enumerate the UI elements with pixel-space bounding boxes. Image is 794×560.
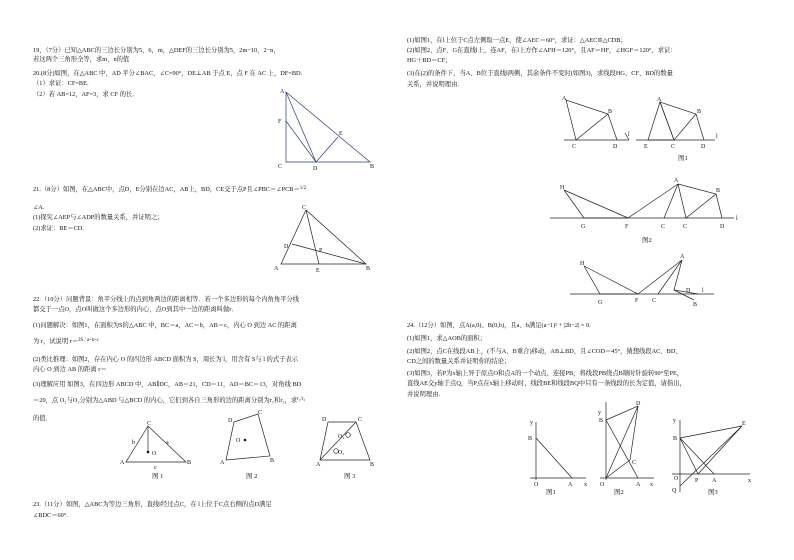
svg-text:a: a — [166, 440, 169, 446]
q24-line2: (1)如图1，求△AOB的面积； — [407, 335, 487, 342]
label-E: E — [316, 268, 320, 274]
q22-line2: 都交于一点O，点O叫做这个多边形的内心，点O到其中一边的距离叫做r． — [33, 306, 238, 313]
svg-text:x: x — [650, 482, 653, 488]
q23-part2-line2: HG＋BD＝CF； — [407, 57, 452, 64]
q22-figure-2 — [220, 410, 282, 480]
q23-part1: (1)如图1，在l上位于C点左侧取一点E，使∠AEC＝60°，求证：△AEC≌△CDB； — [407, 37, 627, 44]
q24-line4: CD之间的数量关系并证明你的结论； — [407, 358, 511, 365]
q24-line6: 直线AE交y轴于点Q，当P点在x轴上移动时，线段BE和线段BQ中只有一条线段的长为定值，请指出， — [407, 380, 686, 387]
svg-text:C: C — [683, 224, 688, 230]
q24-line5: (3)如图3，若P为x轴上异于原点O和点A的一个动点，连接PB，将线段PB绕点B顺时针旋转90°至PE， — [407, 370, 684, 377]
q23-figure-2-caption: 图2 — [642, 237, 652, 244]
figure-1-caption: 图 1 — [152, 473, 164, 480]
q20-line2: （1）求证：CF=BE． — [33, 80, 94, 87]
svg-text:y: y — [673, 418, 676, 424]
q24-line1: 24.（12分）如图，点A(a,0)、B(0,b)，且a、b满足(a−1)² + |2b−2| = 0. — [407, 322, 591, 329]
svg-text:O: O — [600, 482, 605, 488]
svg-text:A: A — [562, 96, 567, 102]
svg-text:C: C — [358, 417, 363, 423]
q21-fraction: 1/2 — [299, 186, 307, 191]
q23-line1: 23.（11分）如图，△ABC为等边三角形，直线l经过点C，在 l上位于C点右侧的点D满足 — [33, 501, 272, 508]
svg-text:B: B — [187, 460, 192, 466]
q19-line2: 若这两个三角形全等，求m、n的值 — [33, 56, 130, 63]
svg-text:H: H — [580, 261, 585, 267]
svg-text:F: F — [625, 224, 629, 230]
svg-text:G: G — [598, 300, 603, 306]
label-F: F — [278, 119, 282, 125]
svg-text:B: B — [693, 302, 698, 308]
svg-text:C: C — [572, 144, 577, 150]
svg-text:y: y — [598, 410, 601, 416]
svg-text:F: F — [635, 298, 639, 304]
svg-text:A: A — [680, 254, 685, 260]
q24-figure-3-caption: 图3 — [708, 489, 718, 496]
label-B: B — [370, 164, 375, 170]
svg-text:D: D — [613, 144, 618, 150]
label-P: P — [319, 248, 323, 254]
svg-text:B: B — [673, 436, 678, 442]
q23-part3-line1: (3)在(2)的条件下，当A、B位于直线l两侧，其余条件不变时(如图3)，求线段HG、CF、BD的数量 — [407, 70, 673, 77]
svg-text:C: C — [258, 410, 263, 416]
svg-text:A: A — [316, 462, 321, 468]
svg-text:C: C — [632, 460, 637, 466]
label-D: D — [313, 166, 318, 172]
figure-3-caption: 图 3 — [344, 473, 356, 480]
q24-figure-3 — [664, 416, 756, 496]
svg-text:x: x — [748, 478, 751, 484]
q22-line7: (3)理解应用 如图3，在四边形 ABCD 中，AB∥DC，AB＝21，CD＝11，AD＝BC＝13，对角线 BD — [33, 381, 302, 388]
svg-text:c: c — [154, 465, 157, 471]
svg-text:A: A — [568, 482, 573, 488]
svg-text:B: B — [716, 188, 721, 194]
svg-text:O: O — [674, 476, 679, 482]
svg-text:A: A — [120, 460, 125, 466]
q23-figure-1 — [552, 92, 724, 164]
q22-line5: (2)类比推理：如图2，存在内心 O 的四边形 ABCD 面积为 S，周长为 l，用含有 S与 l 的式子表示 — [33, 356, 299, 363]
q22-fraction-r: r₁/r₂ — [297, 397, 306, 402]
svg-text:B: B — [599, 418, 604, 424]
q19-line1: 19、（7分）已知△ABC的三边长分别为5，6，m，△DEF的三边长分别为5，2m−10，2−n， — [33, 47, 280, 54]
svg-text:D: D — [636, 401, 641, 407]
q23-figure-2 — [546, 176, 742, 246]
svg-text:l: l — [736, 216, 738, 222]
q23-figure-1-caption: 图1 — [678, 155, 688, 162]
svg-text:G: G — [581, 224, 586, 230]
svg-text:l: l — [628, 132, 630, 138]
q22-figure-3 — [316, 414, 378, 480]
q21-line1: 21.（8分）如图，在△ABC中，点D，E分别在边AC，AB上，BD，CE交于点P且∠PBC＝∠PCB＝$^{1/2}$ — [33, 186, 307, 193]
label-A: A — [274, 266, 279, 272]
svg-text:A: A — [674, 178, 679, 184]
svg-text:D: D — [686, 288, 691, 294]
svg-text:O₂: O₂ — [338, 434, 345, 440]
svg-text:O: O — [534, 482, 539, 488]
svg-text:O: O — [152, 451, 157, 457]
q22-line8: ＝20，点 O₁与O₂分别为△ABD 与△BCD 的内心，它们到各自三角形的边的距离分别为r₁和r₂，求$^{r_1/r_2}$ — [33, 397, 306, 404]
q23-part2-line1: (2)如图2，点F、G在直线l上，连AF，在l上方作∠AFH＝120°，且AF＝HF，∠HGF＝120°，求证： — [407, 47, 677, 54]
svg-text:B: B — [270, 458, 275, 464]
q22-fraction: 2S / a+b+c — [78, 338, 99, 343]
q20-line1: 20.(8分)如图，在△ABC 中，AD 平分∠BAC，∠C=90°，DE⊥AB 于点 E，点 F 在 AC 上，DF=BD. — [33, 70, 303, 77]
figure-2-caption: 图 2 — [246, 473, 258, 480]
q21-line4: (2)求证：BE＝CD. — [33, 225, 84, 232]
q21-figure — [272, 204, 374, 274]
label-C: C — [278, 164, 283, 170]
q22-line3: (1)问题解决：如图1，在面积为S的△ABC 中，BC＝a，AC＝b，AB＝c，内心 O 到边 AC 的距离 — [33, 322, 297, 329]
svg-text:C: C — [671, 144, 676, 150]
svg-text:Q: Q — [672, 488, 677, 494]
q23-part3-line2: 关系，并说明理由. — [407, 81, 459, 88]
q24-line7: 并说明理由. — [407, 391, 441, 398]
svg-text:O₁: O₁ — [338, 450, 345, 456]
svg-text:A: A — [712, 478, 717, 484]
svg-text:A: A — [636, 482, 641, 488]
svg-text:l: l — [716, 134, 718, 140]
label-B: B — [366, 266, 371, 272]
svg-text:C: C — [652, 298, 657, 304]
q21-line2: ∠A. — [33, 204, 45, 211]
q22-line9: 的值． — [33, 415, 52, 422]
svg-text:D: D — [720, 224, 725, 230]
label-C: C — [302, 205, 307, 211]
q20-line3: （2）若 AB=12，AF=3，求 CF 的长． — [33, 91, 139, 98]
q22-figure-1 — [118, 418, 198, 480]
svg-text:H: H — [560, 185, 565, 191]
svg-text:C: C — [147, 421, 152, 427]
q22-line1: 22.（10分）问题背景：角平分线上的点到角两边的距离相等．若一个多边形的每个内角角平分线 — [33, 296, 300, 303]
svg-text:A: A — [220, 460, 225, 466]
svg-text:y: y — [530, 420, 533, 426]
q24-figure-1-caption: 图1 — [546, 489, 556, 496]
svg-text:E: E — [644, 144, 648, 150]
label-A: A — [280, 89, 285, 95]
q22-line6: 内心 O 到边 AB 的距离 r＝ — [33, 366, 107, 373]
q23-line2: ∠BDC＝60°. — [33, 512, 68, 519]
q20-figure — [272, 88, 380, 172]
q24-figure-2-caption: 图2 — [614, 489, 624, 496]
label-E: E — [339, 131, 343, 137]
svg-text:D: D — [701, 144, 706, 150]
svg-text:A: A — [657, 97, 662, 103]
svg-text:x: x — [584, 482, 587, 488]
q24-line3: (2)如图2，点C在线段AB上，(不与A、B重合)移动，AB⊥BD，且∠COD＝45°，猜想线段AC、BD、 — [407, 348, 682, 355]
svg-text:D: D — [228, 418, 233, 424]
label-D: D — [284, 244, 289, 250]
svg-text:b: b — [132, 440, 135, 446]
svg-text:B: B — [697, 109, 702, 115]
q22-line4: 为 r，试说明 r＝$^{2S / a+b+c}$ — [33, 338, 99, 345]
q23-figure-3 — [566, 252, 726, 312]
q21-line3: (1)探究∠AEP与∠ADP的数量关系，并证明之； — [33, 214, 164, 221]
q24-figure-2 — [598, 398, 660, 496]
svg-text:B: B — [370, 462, 375, 468]
svg-text:P: P — [695, 478, 699, 484]
svg-text:C: C — [661, 224, 666, 230]
svg-text:B: B — [528, 436, 533, 442]
svg-text:D: D — [322, 417, 327, 423]
svg-text:E: E — [742, 421, 746, 427]
svg-text:l: l — [702, 288, 704, 294]
svg-text:B: B — [608, 109, 613, 115]
q24-figure-1 — [524, 418, 592, 496]
svg-text:O: O — [236, 438, 241, 444]
